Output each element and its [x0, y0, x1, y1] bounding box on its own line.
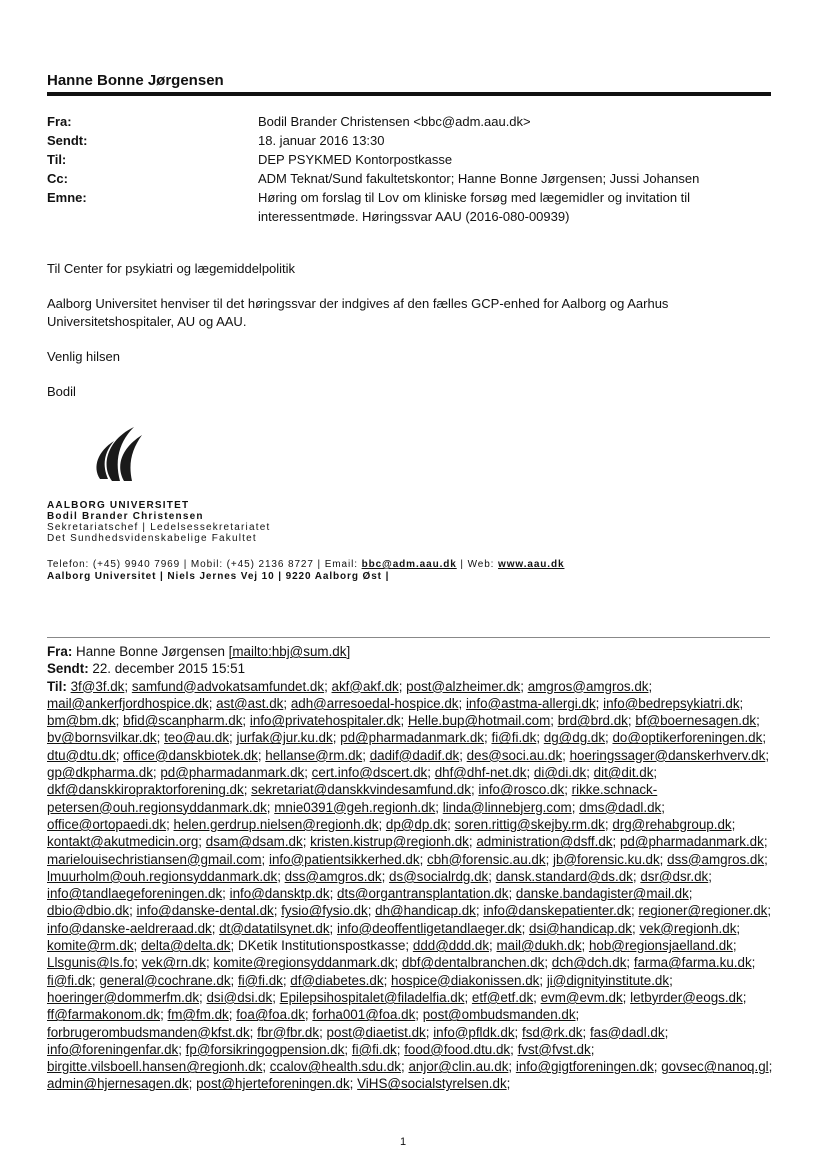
- recipient-email-link[interactable]: post@hjerteforeningen.dk: [196, 1076, 350, 1092]
- recipient-email-link[interactable]: fsd@rk.dk: [522, 1024, 583, 1040]
- recipient-email-link[interactable]: fi@fi.dk: [47, 972, 92, 988]
- fwd-sent-line: [47, 660, 775, 677]
- recipient-email-link[interactable]: info@patientsikkerhed.dk: [269, 851, 420, 867]
- recipient-email-link[interactable]: dh@handicap.dk: [375, 903, 476, 919]
- recipient-email-link[interactable]: fp@forsikringogpension.dk: [185, 1041, 345, 1057]
- recipient-email-link[interactable]: soren.rittig@skejby.rm.dk: [454, 816, 605, 832]
- recipient-email-link[interactable]: dg@dg.dk: [543, 730, 606, 746]
- recipient-email-link[interactable]: info@danske-dental.dk: [136, 903, 274, 919]
- recipient-email-link[interactable]: dsi@handicap.dk: [529, 920, 632, 936]
- recipient-email-link[interactable]: admin@hjernesagen.dk: [47, 1076, 189, 1092]
- header-row-to: [47, 150, 767, 169]
- fwd-from-line: [47, 643, 775, 660]
- recipient-email-link[interactable]: ccalov@health.sdu.dk: [269, 1059, 401, 1075]
- contact-web-label: | Web:: [456, 559, 499, 570]
- recipient-email-link[interactable]: fm@fm.dk: [167, 1007, 229, 1023]
- recipient-email-link[interactable]: mail@ankerfjordhospice.dk: [47, 695, 209, 711]
- recipient-email-link[interactable]: office@danskbiotek.dk: [123, 747, 258, 763]
- fwd-from-mailto-link[interactable]: [mailto:hbj@sum.dk]: [228, 644, 351, 659]
- sent-label: Sendt:: [47, 133, 88, 148]
- recipient-email-link[interactable]: danske.bandagister@mail.dk: [515, 886, 689, 902]
- recipient-email-link[interactable]: post@diaetist.dk: [326, 1024, 426, 1040]
- greeting: Til Center for psykiatri og lægemiddelpolitik: [47, 261, 296, 276]
- recipient-email-link[interactable]: office@ortopaedi.dk: [47, 816, 167, 832]
- fwd-to-label: Til:: [47, 678, 67, 694]
- recipient-email-link[interactable]: dhf@dhf-net.dk: [434, 765, 527, 781]
- recipient-email-link[interactable]: jurfak@jur.ku.dk: [236, 730, 333, 746]
- sender-name: Bodil: [47, 384, 76, 399]
- recipient-email-link[interactable]: pd@pharmadanmark.dk: [619, 834, 764, 850]
- recipient-email-link[interactable]: hoeringssager@danskerhverv.dk: [569, 747, 766, 763]
- recipient-email-link[interactable]: akf@akf.dk: [331, 678, 399, 694]
- recipient-email-link[interactable]: rikke.schnack-petersen@ouh.regionsyddanmark.dk: [47, 782, 658, 815]
- recipient-email-link[interactable]: helen.gerdrup.nielsen@regionh.dk: [173, 816, 379, 832]
- recipient-email-link[interactable]: do@optikerforeningen.dk: [612, 730, 763, 746]
- recipient-email-link[interactable]: linda@linnebjerg.com: [442, 799, 572, 815]
- subject-label: Emne:: [47, 190, 87, 205]
- recipient-email-link[interactable]: bf@boernesagen.dk: [635, 713, 757, 729]
- recipient-email-link[interactable]: food@food.dtu.dk: [404, 1041, 511, 1057]
- from-label: Fra:: [47, 114, 72, 129]
- recipient-email-link[interactable]: ds@socialrdg.dk: [389, 868, 489, 884]
- header-row-cc: [47, 169, 767, 188]
- recipient-email-link[interactable]: amgros@amgros.dk: [527, 678, 649, 694]
- recipient-email-link[interactable]: gp@dkpharma.dk: [47, 765, 153, 781]
- recipient-email-link[interactable]: dp@dp.dk: [385, 816, 448, 832]
- fwd-to-line: [47, 678, 775, 1093]
- contact-address: Aalborg Universitet | Niels Jernes Vej 10 | 9220 Aalborg Øst |: [47, 571, 390, 582]
- body-paragraph: Aalborg Universitet henviser til det høringssvar der indgives af den fælles GCP-enhed for Aalborg og Aarhus Universitetshospitaler, AU og AAU.: [47, 296, 669, 329]
- recipient-email-link[interactable]: bfid@scanpharm.dk: [123, 713, 243, 729]
- cc-label: Cc:: [47, 171, 68, 186]
- recipient-email-link[interactable]: ast@ast.dk: [216, 695, 284, 711]
- recipient-email-link[interactable]: kontakt@akutmedicin.org: [47, 834, 199, 850]
- recipient-email-link[interactable]: ddd@ddd.dk: [412, 938, 490, 954]
- recipient-email-link[interactable]: dsam@dsam.dk: [205, 834, 303, 850]
- forwarded-header: [47, 643, 775, 1093]
- page-number: 1: [400, 1136, 407, 1148]
- recipient-email-link[interactable]: Llsgunis@ls.fo: [47, 955, 135, 971]
- recipient-email-link[interactable]: info@rosco.dk: [478, 782, 565, 798]
- fwd-sent-label: Sendt:: [47, 661, 89, 677]
- recipient-email-link[interactable]: des@soci.au.dk: [466, 747, 563, 763]
- header-rule: [47, 92, 771, 96]
- recipient-email-link[interactable]: sekretariat@danskkvindesamfund.dk: [251, 782, 471, 798]
- fwd-from-value: Hanne Bonne Jørgensen: [76, 644, 229, 659]
- recipient-email-link[interactable]: govsec@nanoq.gl: [661, 1059, 769, 1075]
- recipient-email-link[interactable]: birgitte.vilsboell.hansen@regionh.dk: [47, 1059, 263, 1075]
- contact-line: [47, 559, 564, 571]
- email-header: [47, 112, 767, 226]
- recipient-email-link[interactable]: dch@dch.dk: [551, 955, 627, 971]
- recipient-email-link[interactable]: info@deoffentligetandlaeger.dk: [337, 920, 522, 936]
- recipient-email-link[interactable]: samfund@advokatsamfundet.dk: [131, 678, 325, 694]
- aau-logo-icon: [90, 425, 150, 481]
- to-value: DEP PSYKMED Kontorpostkasse: [258, 152, 453, 167]
- signature-faculty: Det Sundhedsvidenskabelige Fakultet: [47, 533, 257, 544]
- recipient-email-link[interactable]: dss@amgros.dk: [284, 868, 382, 884]
- header-row-sent: [47, 131, 767, 150]
- fwd-from-label: Fra:: [47, 644, 73, 659]
- recipient-email-link[interactable]: dkf@danskkiropraktorforening.dk: [47, 782, 244, 798]
- recipient-email-link[interactable]: fas@dadl.dk: [589, 1024, 665, 1040]
- recipient-email-link[interactable]: bm@bm.dk: [47, 713, 116, 729]
- recipient-email-link[interactable]: dt@datatilsynet.dk: [219, 920, 330, 936]
- forward-separator: [47, 637, 770, 638]
- recipient-email-link[interactable]: info@privatehospitaler.dk: [249, 713, 401, 729]
- recipient-email-link[interactable]: vek@rn.dk: [141, 955, 206, 971]
- recipient-email-link[interactable]: kristen.kistrup@regionh.dk: [310, 834, 469, 850]
- recipient-list: 3f@3f.dk; samfund@advokatsamfundet.dk; akf@akf.dk; post@alzheimer.dk; amgros@amgros.dk; mail@ankerfjordhospice.dk; ast@ast.dk; adh@arresoedal-hospice.dk; info@astma-allergi.dk; info@bedrepsykiatri.dk; bm@bm.dk; bfid@scanpharm.dk; info@privatehospitaler.dk; Helle.bup@hotmail.com; brd@brd.dk; bf@boernesagen.dk; bv@bornsvilkar.dk; teo@au.dk; jurfak@jur.ku.dk; pd@pharmadanmark.dk; fi@fi.dk; dg@dg.dk; do@optikerforeningen.dk; dtu@dtu.dk; office@danskbiotek.dk; hellanse@rm.dk; dadif@dadif.dk; des@soci.au.dk; hoeringssager@danskerhverv.dk; gp@dkpharma.dk; pd@pharmadanmark.dk; cert.info@dscert.dk; dhf@dhf-net.dk; di@di.dk; dit@dit.dk; dkf@danskkiropraktorforening.dk; sekretariat@danskkvindesamfund.dk; info@rosco.dk; rikke.schnack-petersen@ouh.regionsyddanmark.dk; mnie0391@geh.regionh.dk; linda@linnebjerg.com; dms@dadl.dk; office@ortopaedi.dk; helen.gerdrup.nielsen@regionh.dk; dp@dp.dk; soren.rittig@skejby.rm.dk; drg@rehabgroup.dk; kontakt@akutmedicin.org; dsam@dsam.dk; kristen.kistrup@regionh.dk; administration@dsff.dk; pd@pharmadanmark.dk; marielouisechristiansen@gmail.com; info@patientsikkerhed.dk; cbh@forensic.au.dk; jb@forensic.ku.dk; dss@amgros.dk; lmuurholm@ouh.regionsyddanmark.dk; dss@amgros.dk; ds@socialrdg.dk; dansk.standard@ds.dk; dsr@dsr.dk; info@tandlaegeforeningen.dk; info@dansktp.dk; dts@organtransplantation.dk; danske.bandagister@mail.dk; dbio@dbio.dk; info@danske-dental.dk; fysio@fysio.dk; dh@handicap.dk; info@danskepatienter.dk; regioner@regioner.dk; info@danske-aeldreraad.dk; dt@datatilsynet.dk; info@deoffentligetandlaeger.dk; dsi@handicap.dk; vek@regionh.dk; komite@rm.dk; delta@delta.dk; DKetik Institutionspostkasse; ddd@ddd.dk; mail@dukh.dk; hob@regionsjaelland.dk; Llsgunis@ls.fo; vek@rn.dk; komite@regionsyddanmark.dk; dbf@dentalbranchen.dk; dch@dch.dk; farma@farma.ku.dk; fi@fi.dk; general@cochrane.dk; fi@fi.dk; df@diabetes.dk; hospice@diakonissen.dk; ji@dignityinstitute.dk; hoeringer@dommerfm.dk; dsi@dsi.dk; Epilepsihospitalet@filadelfia.dk; etf@etf.dk; evm@evm.dk; letbyrder@eogs.dk; ff@farmakonom.dk; fm@fm.dk; foa@foa.dk; forha001@foa.dk; post@ombudsmanden.dk; forbrugerombudsmanden@kfst.dk; fbr@fbr.dk; post@diaetist.dk; info@pfldk.dk; fsd@rk.dk; fas@dadl.dk; info@foreningenfar.dk; fp@forsikringogpension.dk; fi@fi.dk; food@food.dtu.dk; fvst@fvst.dk; birgitte.vilsboell.hansen@regionh.dk; ccalov@health.sdu.dk; anjor@clin.au.dk; info@gigtforeningen.dk; govsec@nanoq.gl; admin@hjernesagen.dk; post@hjerteforeningen.dk; ViHS@socialstyrelsen.dk;: [47, 678, 773, 1092]
- recipient-email-link[interactable]: mnie0391@geh.regionh.dk: [274, 799, 436, 815]
- recipient-email-link[interactable]: general@cochrane.dk: [99, 972, 231, 988]
- recipient-email-link[interactable]: hoeringer@dommerfm.dk: [47, 989, 200, 1005]
- contact-web-link[interactable]: www.aau.dk: [498, 559, 565, 570]
- recipient-email-link[interactable]: dsr@dsr.dk: [640, 868, 709, 884]
- sent-value: 18. januar 2016 13:30: [258, 133, 385, 148]
- recipient-email-link[interactable]: etf@etf.dk: [471, 989, 534, 1005]
- email-body: [47, 260, 767, 418]
- recipient-email-link[interactable]: fysio@fysio.dk: [281, 903, 368, 919]
- recipient-email-link[interactable]: marielouisechristiansen@gmail.com: [47, 851, 262, 867]
- cc-value: ADM Teknat/Sund fakultetskontor; Hanne Bonne Jørgensen; Jussi Johansen: [258, 171, 700, 186]
- header-row-from: [47, 112, 767, 131]
- signature-person: Bodil Brander Christensen: [47, 511, 204, 522]
- recipient-email-link[interactable]: regioner@regioner.dk: [638, 903, 768, 919]
- recipient-email-link[interactable]: lmuurholm@ouh.regionsyddanmark.dk: [47, 868, 278, 884]
- signature-role: Sekretariatschef | Ledelsessekretariatet: [47, 522, 271, 533]
- recipient-email-link[interactable]: vek@regionh.dk: [639, 920, 737, 936]
- recipient-email-link[interactable]: bv@bornsvilkar.dk: [47, 730, 157, 746]
- subject-value: Høring om forslag til Lov om kliniske forsøg med lægemidler og invitation til interessentmøde. Høringssvar AAU (2016-080-00939): [258, 190, 691, 224]
- recipient-email-link[interactable]: post@alzheimer.dk: [406, 678, 521, 694]
- recipient-email-link[interactable]: cert.info@dscert.dk: [311, 765, 428, 781]
- recipient-email-link[interactable]: fvst@fvst.dk: [517, 1041, 591, 1057]
- recipient-email-link[interactable]: fi@fi.dk: [351, 1041, 397, 1057]
- recipient-email-link[interactable]: fi@fi.dk: [237, 972, 283, 988]
- recipient-email-link[interactable]: info@astma-allergi.dk: [465, 695, 596, 711]
- recipient-email-link[interactable]: hospice@diakonissen.dk: [391, 972, 540, 988]
- to-label: Til:: [47, 152, 67, 167]
- recipient-email-link[interactable]: delta@delta.dk: [140, 938, 231, 954]
- recipient-email-link[interactable]: info@pfldk.dk: [433, 1024, 515, 1040]
- recipient-email-link[interactable]: info@tandlaegeforeningen.dk: [47, 886, 223, 902]
- mailbox-owner: Hanne Bonne Jørgensen: [47, 72, 224, 89]
- recipient-email-link[interactable]: 3f@3f.dk: [70, 678, 125, 694]
- recipient-email-link[interactable]: fi@fi.dk: [491, 730, 537, 746]
- recipient-email-link[interactable]: foa@foa.dk: [236, 1007, 305, 1023]
- recipient-email-link[interactable]: forbrugerombudsmanden@kfst.dk: [47, 1024, 250, 1040]
- recipient-email-link[interactable]: hob@regionsjaelland.dk: [588, 938, 733, 954]
- recipient-plain-entry: DKetik Institutionspostkasse: [237, 938, 406, 954]
- recipient-email-link[interactable]: cbh@forensic.au.dk: [427, 851, 546, 867]
- recipient-email-link[interactable]: dss@amgros.dk: [667, 851, 765, 867]
- recipient-email-link[interactable]: anjor@clin.au.dk: [408, 1059, 509, 1075]
- recipient-email-link[interactable]: adh@arresoedal-hospice.dk: [290, 695, 459, 711]
- recipient-email-link[interactable]: dadif@dadif.dk: [369, 747, 460, 763]
- recipient-email-link[interactable]: drg@rehabgroup.dk: [612, 816, 732, 832]
- recipient-email-link[interactable]: dsi@dsi.dk: [206, 989, 273, 1005]
- contact-email-link[interactable]: bbc@adm.aau.dk: [361, 559, 457, 570]
- recipient-email-link[interactable]: ji@dignityinstitute.dk: [546, 972, 670, 988]
- fwd-sent-value: 22. december 2015 15:51: [92, 661, 246, 677]
- recipient-email-link[interactable]: fbr@fbr.dk: [257, 1024, 320, 1040]
- recipient-email-link[interactable]: dtu@dtu.dk: [47, 747, 116, 763]
- recipient-email-link[interactable]: dts@organtransplantation.dk: [337, 886, 509, 902]
- recipient-email-link[interactable]: jb@forensic.ku.dk: [553, 851, 660, 867]
- recipient-email-link[interactable]: komite@regionsyddanmark.dk: [213, 955, 395, 971]
- signature-org: AALBORG UNIVERSITET: [47, 500, 190, 511]
- recipient-email-link[interactable]: info@foreningenfar.dk: [47, 1041, 179, 1057]
- recipient-email-link[interactable]: letbyrder@eogs.dk: [630, 989, 743, 1005]
- recipient-email-link[interactable]: ViHS@socialstyrelsen.dk: [357, 1076, 507, 1092]
- from-value: Bodil Brander Christensen <bbc@adm.aau.dk>: [258, 114, 531, 129]
- recipient-email-link[interactable]: dbio@dbio.dk: [47, 903, 130, 919]
- recipient-email-link[interactable]: komite@rm.dk: [47, 938, 134, 954]
- recipient-email-link[interactable]: administration@dsff.dk: [476, 834, 613, 850]
- recipient-email-link[interactable]: Epilepsihospitalet@filadelfia.dk: [279, 989, 465, 1005]
- recipient-email-link[interactable]: ff@farmakonom.dk: [47, 1007, 161, 1023]
- recipient-email-link[interactable]: post@ombudsmanden.dk: [422, 1007, 576, 1023]
- recipient-email-link[interactable]: hellanse@rm.dk: [265, 747, 363, 763]
- recipient-email-link[interactable]: dms@dadl.dk: [579, 799, 662, 815]
- recipient-email-link[interactable]: info@gigtforeningen.dk: [515, 1059, 654, 1075]
- contact-phones: Telefon: (+45) 9940 7969 | Mobil: (+45) 2136 8727 | Email:: [47, 559, 362, 570]
- recipient-email-link[interactable]: df@diabetes.dk: [290, 972, 384, 988]
- recipient-email-link[interactable]: Helle.bup@hotmail.com: [407, 713, 551, 729]
- recipient-email-link[interactable]: info@dansktp.dk: [229, 886, 330, 902]
- recipient-email-link[interactable]: info@danskepatienter.dk: [483, 903, 631, 919]
- recipient-email-link[interactable]: forha001@foa.dk: [312, 1007, 416, 1023]
- recipient-email-link[interactable]: dit@dit.dk: [593, 765, 654, 781]
- recipient-email-link[interactable]: dansk.standard@ds.dk: [495, 868, 633, 884]
- recipient-email-link[interactable]: brd@brd.dk: [557, 713, 628, 729]
- recipient-email-link[interactable]: info@bedrepsykiatri.dk: [603, 695, 740, 711]
- recipient-email-link[interactable]: di@di.dk: [533, 765, 587, 781]
- signature-contact: [47, 559, 564, 583]
- signature-block: [47, 500, 270, 544]
- recipient-email-link[interactable]: dbf@dentalbranchen.dk: [401, 955, 545, 971]
- header-row-subject: [47, 188, 767, 226]
- recipient-email-link[interactable]: info@danske-aeldreraad.dk: [47, 920, 212, 936]
- recipient-email-link[interactable]: mail@dukh.dk: [496, 938, 582, 954]
- closing: Venlig hilsen: [47, 349, 120, 364]
- recipient-email-link[interactable]: pd@pharmadanmark.dk: [340, 730, 485, 746]
- recipient-email-link[interactable]: pd@pharmadanmark.dk: [160, 765, 305, 781]
- recipient-email-link[interactable]: farma@farma.ku.dk: [633, 955, 752, 971]
- recipient-email-link[interactable]: evm@evm.dk: [540, 989, 623, 1005]
- recipient-email-link[interactable]: teo@au.dk: [164, 730, 230, 746]
